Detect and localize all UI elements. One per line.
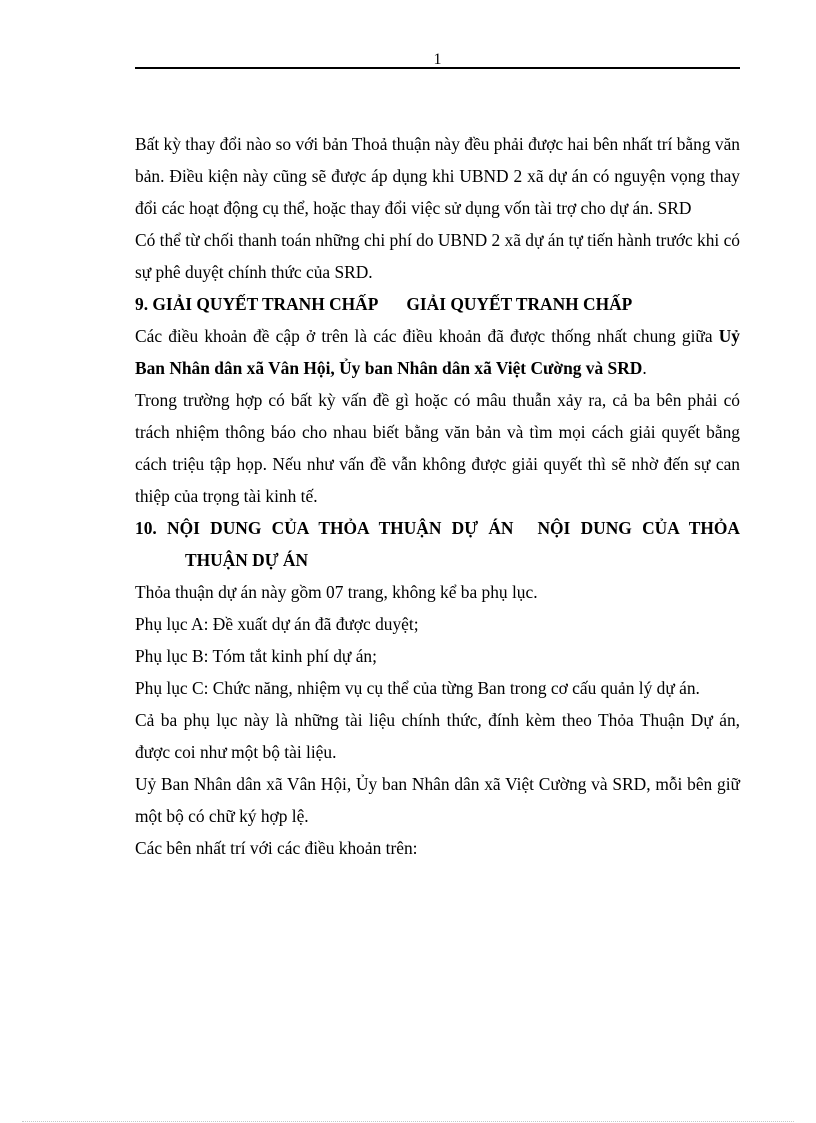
- paragraph-copies: Uỷ Ban Nhân dân xã Vân Hội, Ủy ban Nhân dân xã Việt Cường và SRD, mỗi bên giữ một bộ có chữ ký hợp lệ.: [135, 774, 740, 826]
- parties-names: Uỷ Ban Nhân dân xã Vân Hội, Ủy ban Nhân dân xã Việt Cường và SRD: [135, 326, 740, 378]
- section-9-number: 9.: [135, 294, 149, 314]
- appendix-c: Phụ lục C: Chức năng, nhiệm vụ cụ thể của từng Ban trong cơ cấu quản lý dự án.: [135, 678, 700, 698]
- section-10-title-repeat: NỘI DUNG CỦA THỎA THUẬN DỰ ÁN: [185, 518, 740, 570]
- section-9-title: GIẢI QUYẾT TRANH CHẤP: [152, 294, 379, 314]
- page-number: 1: [433, 51, 442, 68]
- paragraph-page-count: Thỏa thuận dự án này gồm 07 trang, không kể ba phụ lục.: [135, 582, 538, 602]
- section-10-title: NỘI DUNG CỦA THỎA THUẬN DỰ ÁN: [167, 518, 514, 538]
- paragraph-appendix-official: Cả ba phụ lục này là những tài liệu chính thức, đính kèm theo Thỏa Thuận Dự án, được coi như một bộ tài liệu.: [135, 710, 740, 762]
- paragraph-agreed-terms: [135, 320, 740, 384]
- section-10-number: 10.: [135, 518, 157, 538]
- paragraph-agreed-terms-start: Các điều khoản đề cập ở trên là các điều khoản đã được thống nhất chung giữa: [135, 326, 719, 346]
- section-9-title-repeat: GIẢI QUYẾT TRANH CHẤP: [406, 294, 633, 314]
- section-10-heading: [135, 512, 740, 576]
- paragraph-payment-refusal: Có thể từ chối thanh toán những chi phí do UBND 2 xã dự án tự tiến hành trước khi có sự phê duyệt chính thức của SRD.: [135, 230, 740, 282]
- header-rule: [135, 67, 740, 69]
- section-9-heading: [135, 288, 740, 320]
- paragraph-dispute-process: Trong trường hợp có bất kỳ vấn đề gì hoặc có mâu thuẫn xảy ra, cả ba bên phải có trách nhiệm thông báo cho nhau biết bằng văn bản và tìm mọi cách giải quyết bằng cách triệu tập họp. Nếu như vấn đề vẫn không được giải quyết thì sẽ nhờ đến sự can thiệp của trọng tài kinh tế.: [135, 390, 740, 506]
- appendix-b: Phụ lục B: Tóm tắt kinh phí dự án;: [135, 646, 377, 666]
- paragraph-changes-agreement: Bất kỳ thay đổi nào so với bản Thoả thuận này đều phải được hai bên nhất trí bằng văn bản. Điều kiện này cũng sẽ được áp dụng khi UBND 2 xã dự án có nguyện vọng thay đổi các hoạt động cụ thể, hoặc thay đổi việc sử dụng vốn tài trợ cho dự án. SRD: [135, 134, 740, 218]
- document-body: [135, 128, 740, 864]
- page-bottom-border: [22, 1121, 794, 1122]
- paragraph-parties-agree: Các bên nhất trí với các điều khoản trên:: [135, 838, 418, 858]
- paragraph-agreed-terms-end: .: [642, 358, 647, 378]
- appendix-a: Phụ lục A: Đề xuất dự án đã được duyệt;: [135, 614, 419, 634]
